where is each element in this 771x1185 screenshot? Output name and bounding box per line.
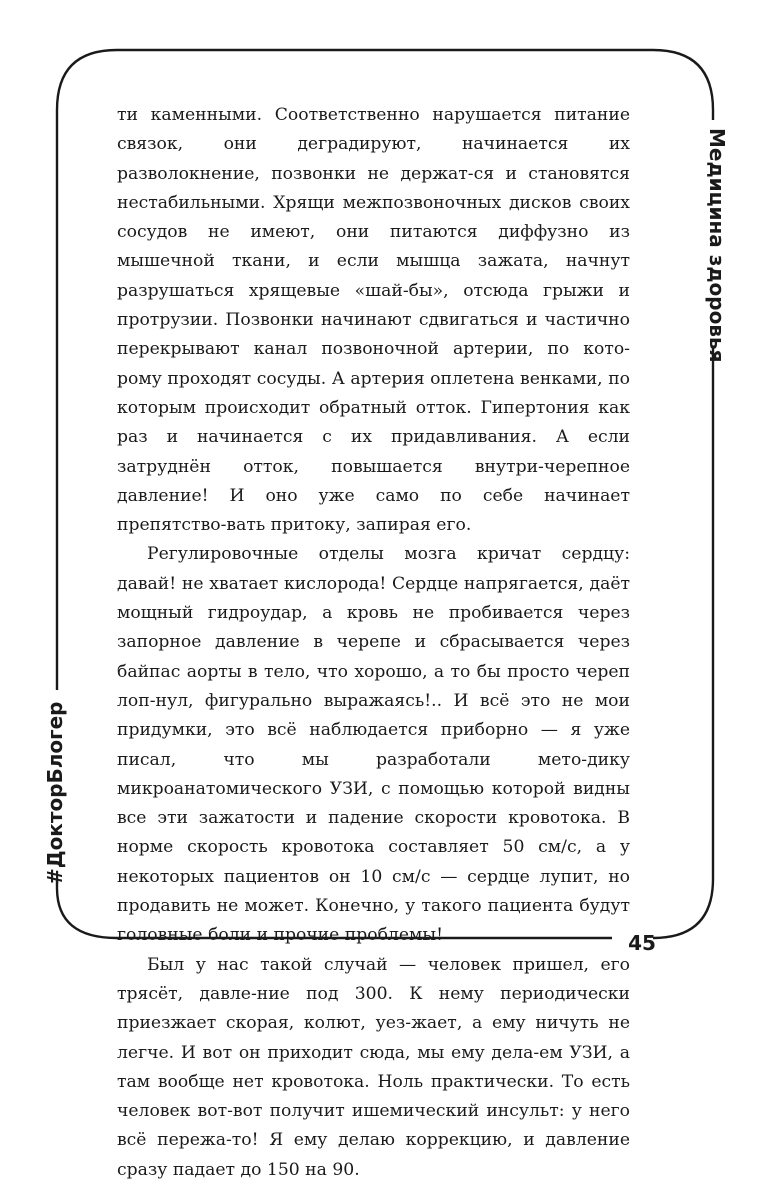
page-number: 45 xyxy=(628,931,656,955)
paragraph-2: Регулировочные отделы мозга кричат сердцу: давай! не хватает кислорода! Сердце напрягается, даёт мощный гидроудар, а кровь не пробивается через запорное давление в черепе и сбрасывается через байпас аорты в тело, что хорошо, а то бы просто череп лоп-нул, фигурально выражаясь!.. И всё это не мои придумки, это всё наблюдается приборно — я уже писал, что мы разработали мето-дику микроанатомического УЗИ, с помощью которой видны все эти зажатости и падение скорости кровотока. В норме скорость кровотока составляет 50 см/с, а у некоторых пациентов он 10 см/с — сердце лупит, но продавить не может. Конечно, у такого пациента будут головные боли и прочие проблемы! xyxy=(117,544,630,946)
section-title-vertical: Медицина здоровья xyxy=(705,128,729,363)
paragraph-3: Был у нас такой случай — человек пришел, его трясёт, давле-ние под 300. К нему периодически приезжает скорая, колют, уез-жает, а ему ничуть не легче. И вот он приходит сюда, мы ему дела-ем УЗИ, а там вообще нет кровотока. Ноль практически. То есть человек вот-вот получит ишемический инсульт: у него всё пережа-то! Я ему делаю коррекцию, и давление сразу падает до 150 на 90. xyxy=(117,954,630,1180)
frame-right-bottom-line xyxy=(653,348,713,938)
hashtag-label-vertical: #ДокторБлогер xyxy=(43,701,67,885)
body-text xyxy=(117,101,630,1185)
paragraph-1: ти каменными. Соответственно нарушается питание связок, они деградируют, начинается их разволокнение, позвонки не держат-ся и становятся нестабильными. Хрящи межпозвоночных дисков своих сосудов не имеют, они питаются диффузно из мышечной ткани, и если мышца зажата, начнут разрушаться хрящевые «шай-бы», отсюда грыжи и протрузии. Позвонки начинают сдвигаться и частично перекрывают канал позвоночной артерии, по кото-рому проходят сосуды. А артерия оплетена венками, по которым происходит обратный отток. Гипертония как раз и начинается с их придавливания. А если затруднён отток, повышается внутри-черепное давление! И оно уже само по себе начинает препятство-вать притоку, запирая его. xyxy=(117,105,630,536)
